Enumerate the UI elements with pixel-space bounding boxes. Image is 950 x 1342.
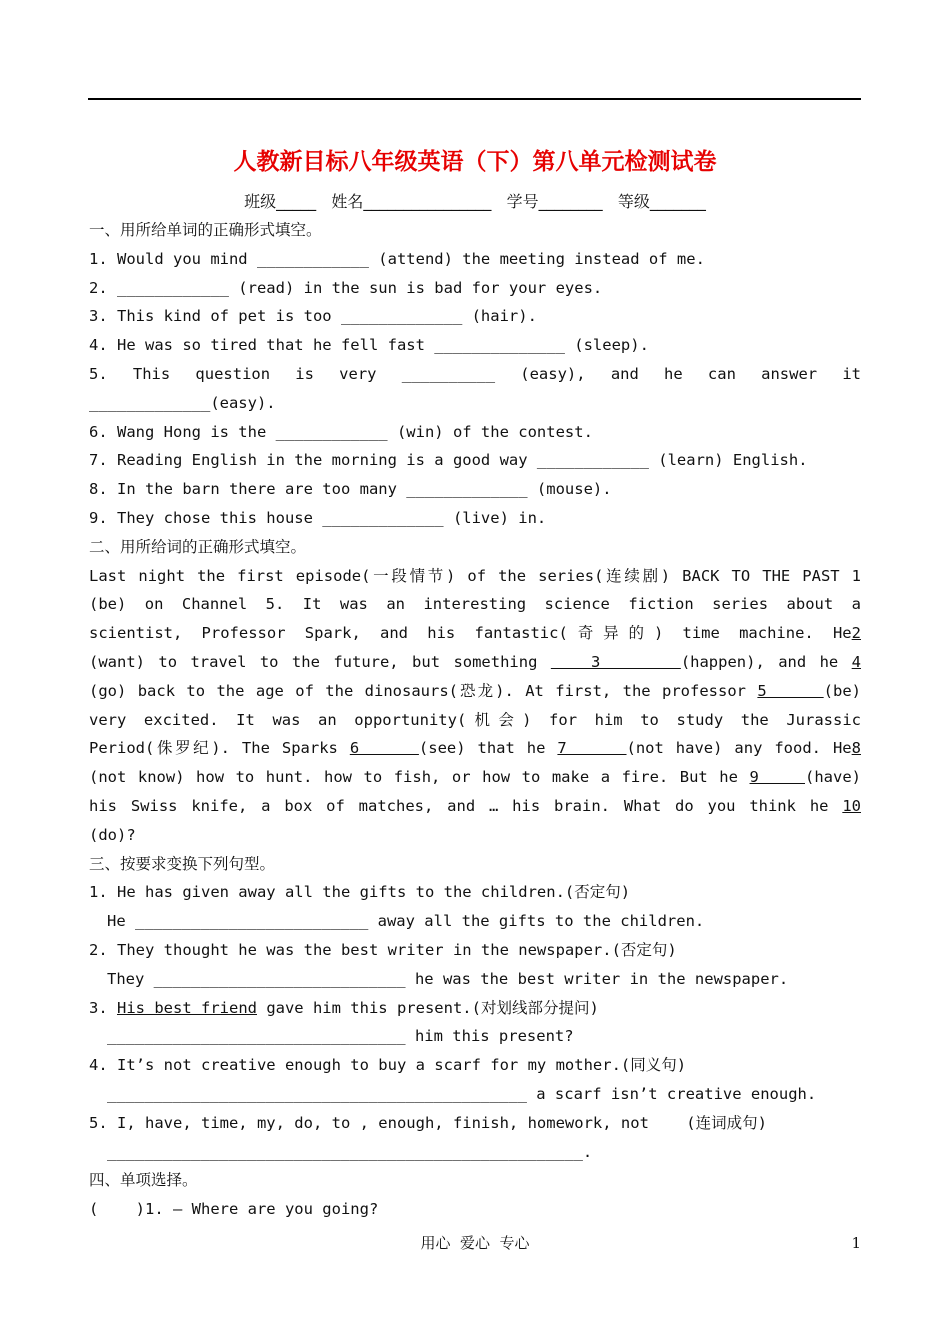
s1-item-1: 1. Would you mind ____________ (attend) the meeting instead of me. bbox=[89, 249, 705, 268]
header-rule bbox=[88, 98, 861, 100]
s3-question-2: 2. They thought he was the best writer in the newspaper.(否定句) bbox=[89, 940, 677, 959]
s3-answer-2: They ___________________________ he was the best writer in the newspaper. bbox=[107, 969, 789, 988]
s2-line-7-text-a: Period(侏罗纪). The Sparks bbox=[89, 739, 350, 758]
s1-item-9: 9. They chose this house _____________ (live) in. bbox=[89, 508, 547, 527]
blank-3: 3 bbox=[550, 652, 681, 671]
s4-question-1: ( )1. — Where are you going? bbox=[89, 1200, 379, 1219]
s2-line-8-text-a: (not know) how to hunt. how to fish, or how to make a fire. But he bbox=[89, 768, 750, 787]
s2-line-9-text-a: his Swiss knife, a box of matches, and … his brain. What do you think he bbox=[89, 796, 843, 815]
s3-q3-prefix: 3. bbox=[89, 998, 117, 1017]
s1-item-5: 5. This question is very __________ (easy), and he can answer it bbox=[89, 364, 861, 383]
blank-2: 2 bbox=[851, 624, 861, 643]
s3-question-1: 1. He has given away all the gifts to the children.(否定句) bbox=[89, 883, 631, 902]
s2-line-5 bbox=[89, 677, 861, 706]
blank-4: 4 bbox=[851, 652, 861, 671]
s2-line-2: (be) on Channel 5. It was an interesting science fiction series about a bbox=[89, 595, 861, 614]
section-1-heading: 一、用所给单词的正确形式填空。 bbox=[89, 221, 322, 239]
s2-line-8-text-b: (have) bbox=[805, 768, 861, 787]
s1-item-8: 8. In the barn there are too many _____________ (mouse). bbox=[89, 480, 612, 499]
s3-answer-5: ___________________________________________________. bbox=[107, 1142, 593, 1161]
s2-line-4 bbox=[89, 648, 861, 677]
s1-item-2: 2. ____________ (read) in the sun is bad for your eyes. bbox=[89, 278, 603, 297]
s2-line-4-text-a: (want) to travel to the future, but something bbox=[89, 652, 551, 671]
s3-answer-4: _____________________________________________ a scarf isn’t creative enough. bbox=[107, 1084, 817, 1103]
s2-line-4-text-b: (happen), and he bbox=[680, 652, 852, 671]
blank-6: 6 bbox=[349, 739, 419, 758]
s3-question-5: 5. I, have, time, my, do, to , enough, finish, homework, not (连词成句) bbox=[89, 1113, 767, 1132]
s2-line-9 bbox=[89, 792, 861, 821]
student-info-line: 班级_____ 姓名________________ 学号________ 等级_______ bbox=[244, 192, 706, 211]
s2-line-5-text-a: (go) back to the age of the dinosaurs(恐龙). At first, the professor bbox=[89, 681, 758, 700]
page-footer: 用心 爱心 专心 bbox=[420, 1234, 530, 1252]
s3-q3-underlined: His best friend bbox=[117, 998, 257, 1017]
s1-item-4: 4. He was so tired that he fell fast ______________ (sleep). bbox=[89, 336, 649, 355]
s2-line-6: very excited. It was an opportunity(机会) for him to study the Jurassic bbox=[89, 710, 861, 729]
blank-10: 10 bbox=[842, 796, 861, 815]
s2-line-7-text-c: (not have) any food. He bbox=[626, 739, 852, 758]
page-title: 人教新目标八年级英语（下）第八单元检测试卷 bbox=[233, 148, 717, 175]
section-2-heading: 二、用所给词的正确形式填空。 bbox=[89, 537, 307, 556]
s1-item-7: 7. Reading English in the morning is a good way ____________ (learn) English. bbox=[89, 451, 808, 470]
s1-item-3: 3. This kind of pet is too _____________ (hair). bbox=[89, 307, 537, 326]
s2-line-1: Last night the first episode(一段情节) of the series(连续剧) BACK TO THE PAST 1 bbox=[89, 566, 861, 585]
s2-line-3 bbox=[89, 619, 861, 648]
s1-item-6: 6. Wang Hong is the ____________ (win) of the contest. bbox=[89, 422, 593, 441]
s2-line-5-text-b: (be) bbox=[823, 681, 861, 700]
s2-line-10: (do)? bbox=[89, 825, 136, 844]
s3-answer-3: ________________________________ him this present? bbox=[107, 1027, 574, 1046]
s2-line-3-text: scientist, Professor Spark, and his fantastic(奇异的) time machine. He bbox=[89, 624, 852, 643]
s2-line-8 bbox=[89, 763, 861, 792]
blank-5: 5 bbox=[757, 681, 824, 700]
blank-7: 7 bbox=[557, 739, 627, 758]
page-number: 1 bbox=[851, 1234, 861, 1252]
section-4-heading: 四、单项选择。 bbox=[89, 1171, 198, 1190]
blank-9: 9 bbox=[749, 768, 805, 787]
s2-line-7 bbox=[89, 734, 861, 763]
s3-question-3 bbox=[89, 994, 861, 1023]
exam-content bbox=[89, 216, 861, 1224]
s3-answer-1: He _________________________ away all the gifts to the children. bbox=[107, 912, 705, 931]
s1-item-5-cont: _____________(easy). bbox=[89, 393, 276, 412]
s2-line-7-text-b: (see) that he bbox=[418, 739, 558, 758]
s3-q3-rest: gave him this present.(对划线部分提问) bbox=[256, 998, 599, 1017]
s3-question-4: 4. It’s not creative enough to buy a scarf for my mother.(同义句) bbox=[89, 1056, 687, 1075]
section-3-heading: 三、按要求变换下列句型。 bbox=[89, 854, 276, 873]
blank-8: 8 bbox=[851, 739, 861, 758]
